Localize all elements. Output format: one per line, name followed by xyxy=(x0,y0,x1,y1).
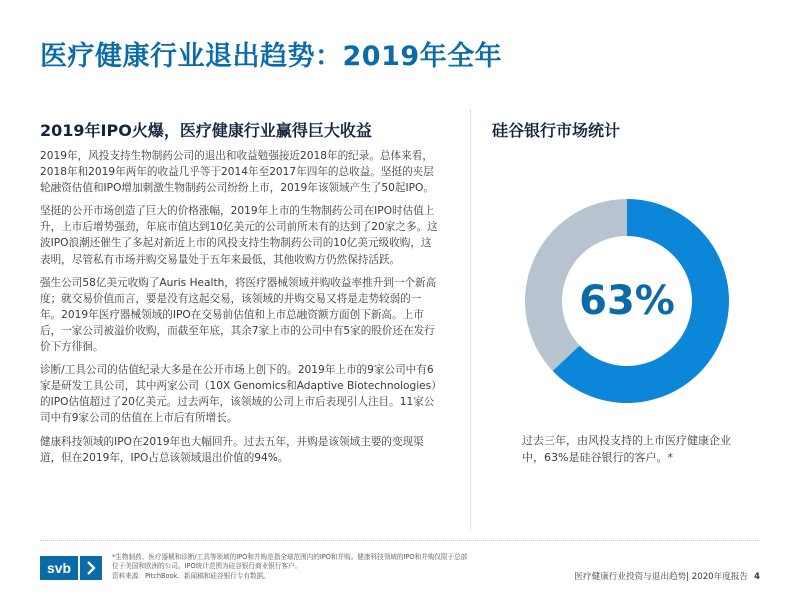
page-number: 4 xyxy=(754,572,760,582)
vertical-divider xyxy=(470,110,472,530)
footnote-1: *生物制药、医疗器械和诊断/工具等领域的IPO和并购是指全球范围内的IPO和并购。健康科技领域的IPO和并购仅限于总部位于美国和欧洲的公司。IPO统计范围为硅谷银行商业银行客户。 xyxy=(112,553,468,571)
svb-logo xyxy=(40,556,102,580)
donut-center-label: 63% xyxy=(579,278,675,324)
paragraph-2: 坚挺的公开市场创造了巨大的价格涨幅，2019年上市的生物制药公司在IPO时估值上升，上市后增势强劲，年底市值达到10亿美元的公司前所未有的达到了20家之多。这波IPO浪潮还催生了多起对新近上市的风投支持生物制药公司的10亿美元级收购，这表明，尽管私有市场并购交易量处于五年来最低，其他收购方仍然保持活跃。 xyxy=(40,205,438,266)
paragraph-3: 强生公司58亿美元收购了Auris Health，将医疗器械领域并购收益率推升到一个新高度；就交易价值而言，要是没有这起交易，该领域的并购交易又将是走势较弱的一年。2019年医疗器械领域的IPO在交易前估值和上市总融资额方面创下新高。上市后，一家公司被溢价收购，而截至年底，其余7家上市的公司中有5家的股价还在发行价下方徘徊。 xyxy=(40,276,437,354)
chevron-right-icon xyxy=(80,556,102,580)
footnotes xyxy=(112,553,472,581)
page-title: 医疗健康行业退出趋势：2019年全年 xyxy=(40,41,503,72)
paragraph-4: 诊断/工具公司的估值纪录大多是在公开市场上创下的。2019年上市的9家公司中有6家是研发工具公司，其中两家公司（10X Genomics和Adaptive Biotechnologies）的IPO估值超过了20亿美元。过去两年，该领域的公司上市后表现引人注目。11家公司中有9家公司的估值在上市后有所增长。 xyxy=(40,364,442,425)
paragraph-1: 2019年，风投支持生物制药公司的退出和收益勉强接近2018年的纪录。总体来看，2018年和2019年两年的收益几乎等于2014年至2017年四年的总收益。坚挺的夹层轮融资估值和IPO增加刺激生物制药公司纷纷上市，2019年该领域产生了50起IPO。 xyxy=(40,150,434,195)
logo-text: svb xyxy=(40,556,78,580)
footer-report-info xyxy=(574,570,760,582)
footnote-2: 资料来源：PitchBook、新闻稿和硅谷银行专有数据。 xyxy=(112,571,270,580)
chart-caption: 过去三年，由风投支持的上市医疗健康企业中，63%是硅谷银行的客户。* xyxy=(522,434,731,464)
footer-divider xyxy=(40,540,760,541)
left-body-text xyxy=(40,148,442,473)
right-section-heading: 硅谷银行市场统计 xyxy=(492,121,621,140)
left-section-heading: 2019年IPO火爆，医疗健康行业赢得巨大收益 xyxy=(40,121,372,140)
paragraph-5: 健康科技领域的IPO在2019年也大幅回升。过去五年，并购是该领域主要的变现渠道，但在2019年，IPO占总该领域退出价值的94%。 xyxy=(40,435,424,464)
report-label: 医疗健康行业投资与退出趋势| 2020年度报告 xyxy=(574,572,749,582)
donut-chart xyxy=(522,196,732,406)
